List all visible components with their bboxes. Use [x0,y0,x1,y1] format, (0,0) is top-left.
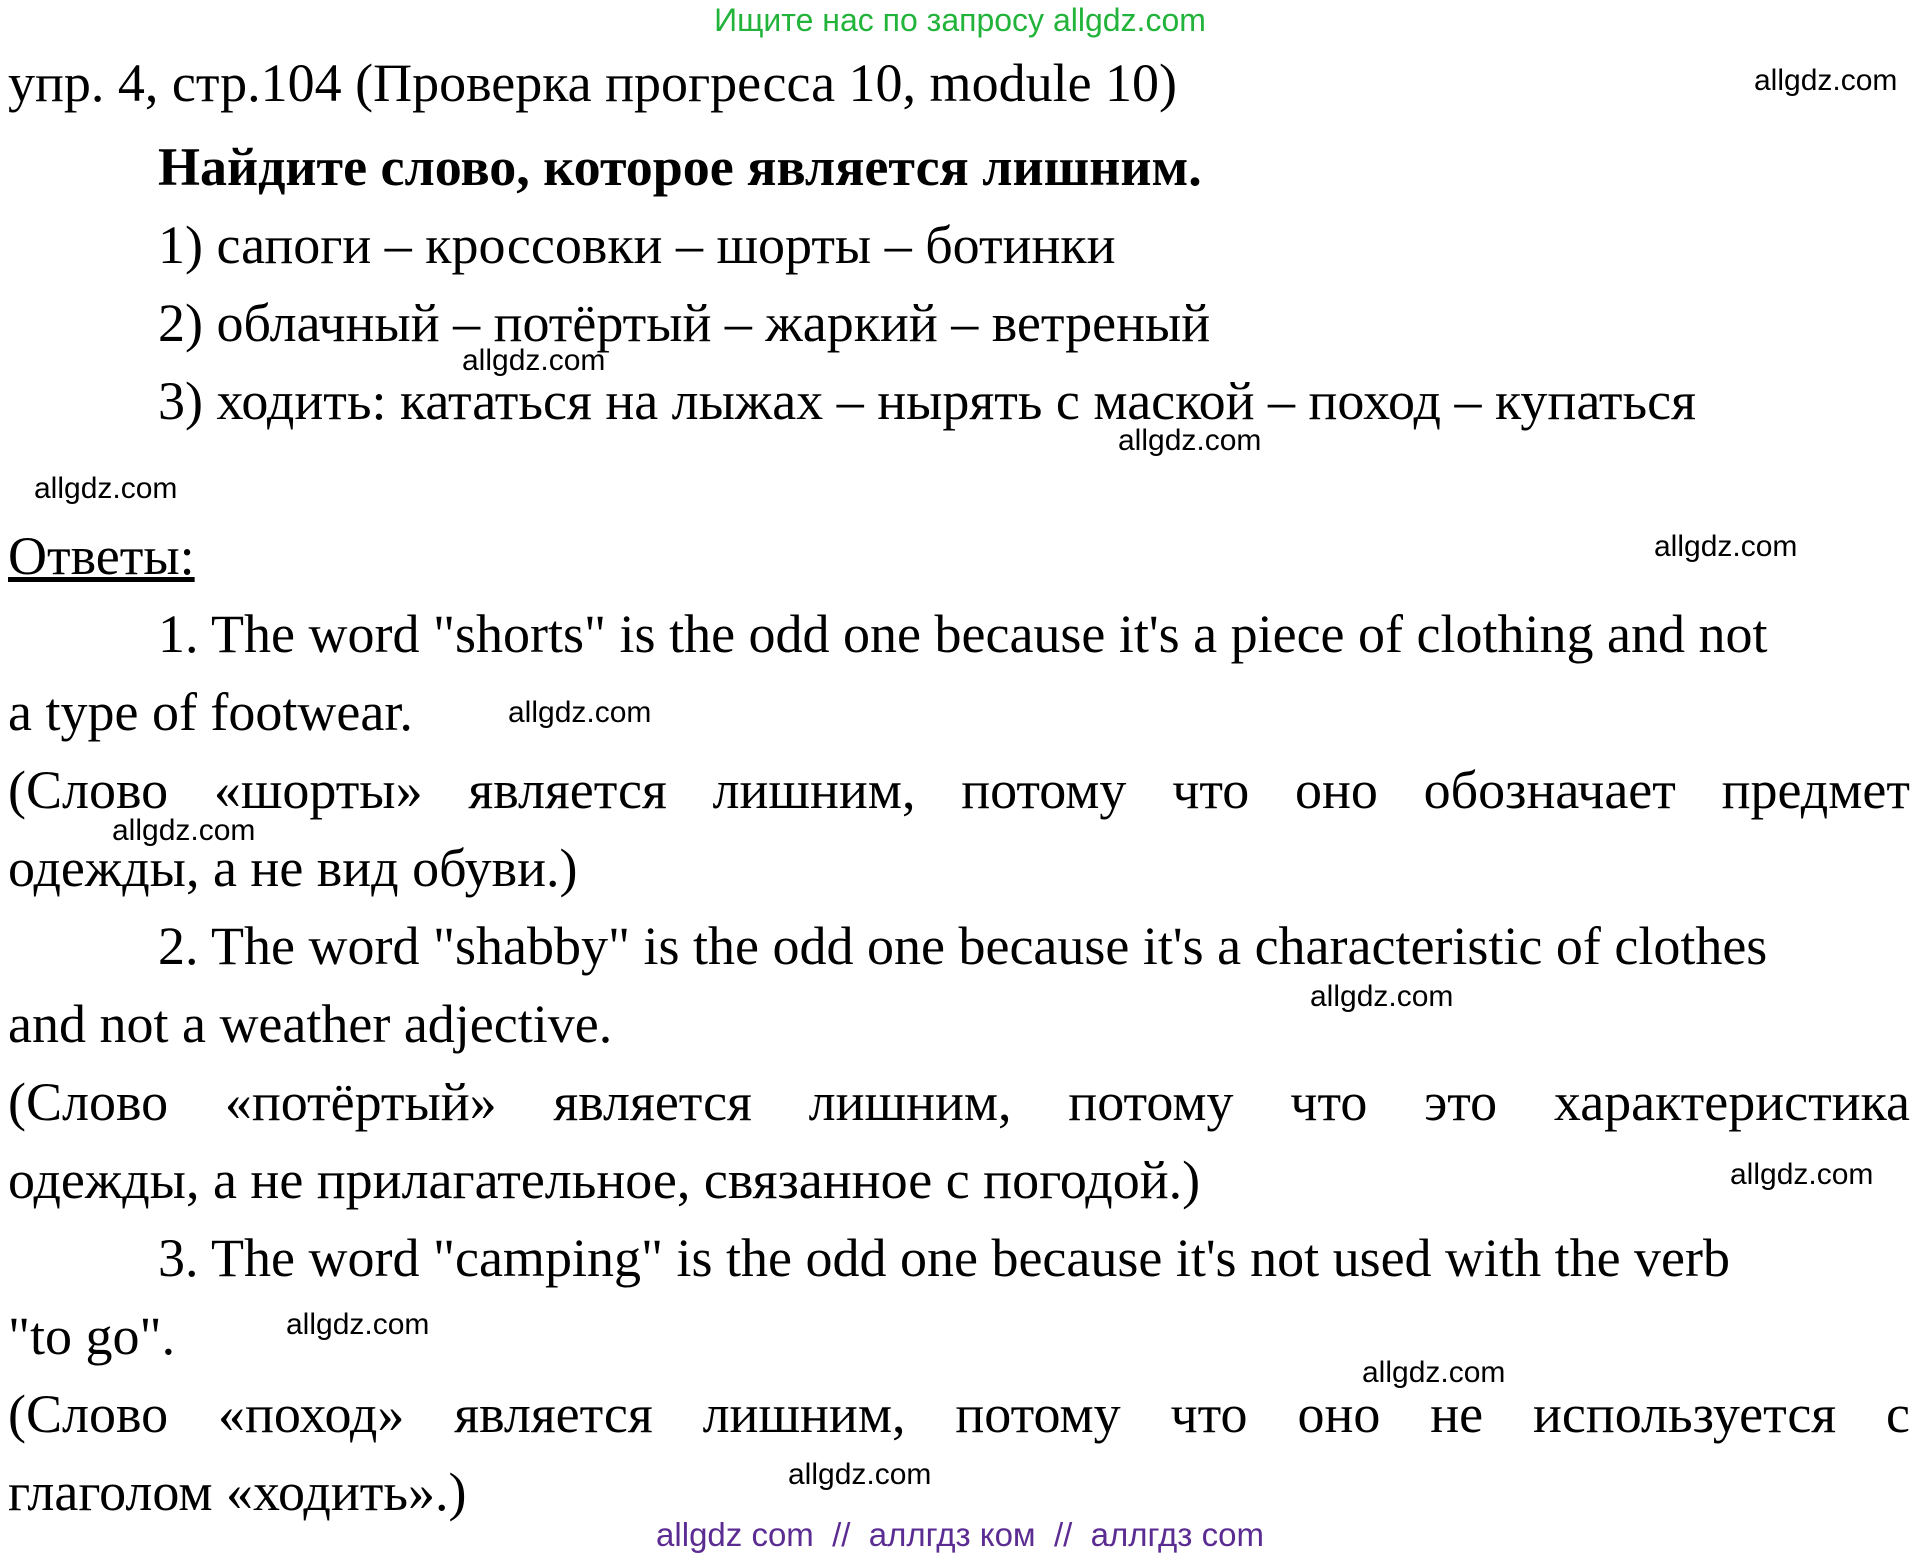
answer-1-line-1: 1. The word "shorts" is the odd one because it's a piece of clothing and not [158,604,1768,664]
exercise-header: упр. 4, стр.104 (Проверка прогресса 10, module 10) [8,53,1178,113]
watermark: allgdz.com [1654,530,1798,563]
answer-2-translation-line-2: одежды, а не прилагательное, связанное с погодой.) [8,1150,1201,1210]
watermark: allgdz.com [1754,64,1898,97]
answer-1-line-2: a type of footwear. [8,682,413,742]
watermark: allgdz.com [286,1308,430,1341]
watermark: allgdz.com [112,814,256,847]
answer-2-line-1: 2. The word "shabby" is the odd one because it's a characteristic of clothes [158,916,1768,976]
footer-links: allgdz com // аллгдз ком // аллгдз com [656,1516,1264,1553]
answer-3-translation-line-1: (Слово «поход» является лишним, потому что оно не используется с [8,1384,1910,1444]
task-item-2: 2) облачный – потёртый – жаркий – ветреный [158,293,1211,353]
answer-1-translation-line-1: (Слово «шорты» является лишним, потому что оно обозначает предмет [8,760,1910,820]
task-instruction: Найдите слово, которое является лишним. [158,137,1202,197]
answer-1-translation-line-2: одежды, а не вид обуви.) [8,838,578,898]
answer-3-line-1: 3. The word "camping" is the odd one because it's not used with the verb [158,1228,1730,1288]
answer-2-line-2: and not a weather adjective. [8,994,613,1054]
answers-heading: Ответы: [8,526,195,586]
answer-3-translation-line-2: глаголом «ходить».) [8,1462,467,1522]
watermark: allgdz.com [1118,424,1262,457]
watermark: allgdz.com [1730,1158,1874,1191]
watermark: allgdz.com [462,344,606,377]
watermark: allgdz.com [34,472,178,505]
watermark: allgdz.com [1310,980,1454,1013]
answer-2-translation-line-1: (Слово «потёртый» является лишним, потому что это характеристика [8,1072,1910,1132]
task-item-1: 1) сапоги – кроссовки – шорты – ботинки [158,215,1116,275]
top-banner: Ищите нас по запросу allgdz.com [714,2,1206,38]
answer-3-line-2: "to go". [8,1306,176,1366]
task-item-3: 3) ходить: кататься на лыжах – нырять с маской – поход – купаться [158,371,1696,431]
watermark: allgdz.com [1362,1356,1506,1389]
watermark: allgdz.com [788,1458,932,1491]
watermark: allgdz.com [508,696,652,729]
